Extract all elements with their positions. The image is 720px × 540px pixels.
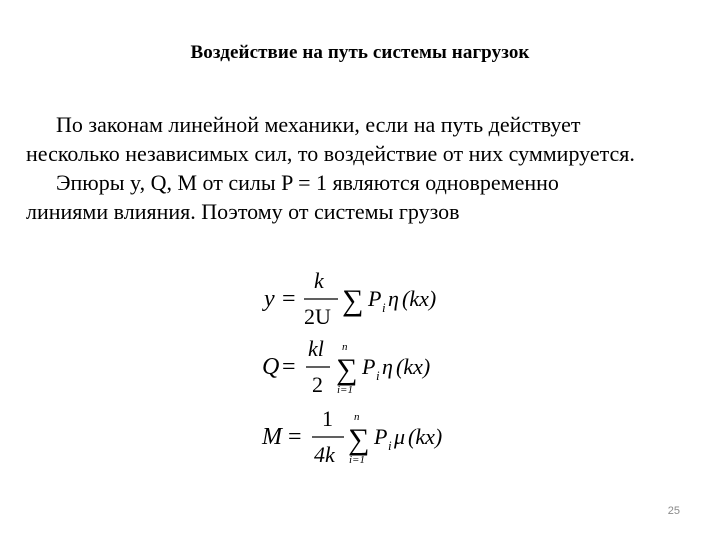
formula-M-numerator: 1 — [322, 406, 333, 431]
formula-y-equals: = — [282, 286, 296, 312]
formula-M-upper-limit: n — [354, 411, 360, 423]
formula-y-lhs: y — [264, 286, 275, 312]
formula-y-numerator: k — [314, 268, 324, 293]
formula-Q-eta: η — [382, 354, 393, 379]
formula-Q-denominator: 2 — [312, 372, 323, 397]
formula-Q-P: P — [362, 354, 376, 379]
paragraph-2-line-2: линиями влияния. Поэтому от системы грузов — [26, 199, 460, 224]
paragraph-1-line-2: несколько независимых сил, то воздействие от них суммируется. — [26, 141, 635, 166]
formula-M-mu: μ — [394, 424, 406, 449]
formula-y-sub-i: i — [382, 300, 386, 315]
formula-Q-lower-limit: i=1 — [337, 384, 353, 396]
formula-Q-lhs: Q — [262, 354, 280, 380]
formula-Q-sum-sign: ∑ — [336, 353, 358, 386]
formula-y-P: P — [368, 286, 382, 311]
formula-Q-numerator: kl — [308, 336, 324, 361]
paragraph-2-line-1: Эпюры y, Q, M от силы P = 1 являются одновременно — [56, 170, 559, 195]
formulas-block — [258, 262, 478, 472]
page-number: 25 — [667, 505, 680, 517]
formula-Q — [262, 336, 430, 397]
formula-M — [261, 406, 442, 467]
formula-y-eta: η — [388, 286, 399, 311]
formula-Q-upper-limit: n — [342, 341, 348, 353]
formula-y-sum-sign: ∑ — [342, 284, 364, 317]
formula-M-arg: (kx) — [408, 424, 443, 449]
formula-Q-equals: = — [282, 354, 296, 380]
slide-title: Воздействие на путь системы нагрузок — [190, 42, 530, 63]
formula-M-equals: = — [288, 424, 302, 450]
formula-M-lower-limit: i=1 — [349, 454, 365, 466]
formula-M-P: P — [374, 424, 388, 449]
formula-Q-sub-i: i — [376, 368, 380, 383]
formula-Q-arg: (kx) — [396, 354, 431, 379]
formulas-svg — [258, 262, 478, 472]
formula-y-denominator: 2U — [304, 304, 331, 329]
formula-M-sub-i: i — [388, 438, 392, 453]
formula-y — [262, 268, 436, 329]
formula-y-arg: (kx) — [402, 286, 437, 311]
body-text — [26, 110, 706, 226]
formula-M-lhs: M — [262, 424, 282, 450]
formula-M-denominator: 4k — [314, 442, 335, 467]
formula-M-sum-sign: ∑ — [348, 423, 370, 456]
paragraph-1-line-1: По законам линейной механики, если на путь действует — [56, 112, 581, 137]
